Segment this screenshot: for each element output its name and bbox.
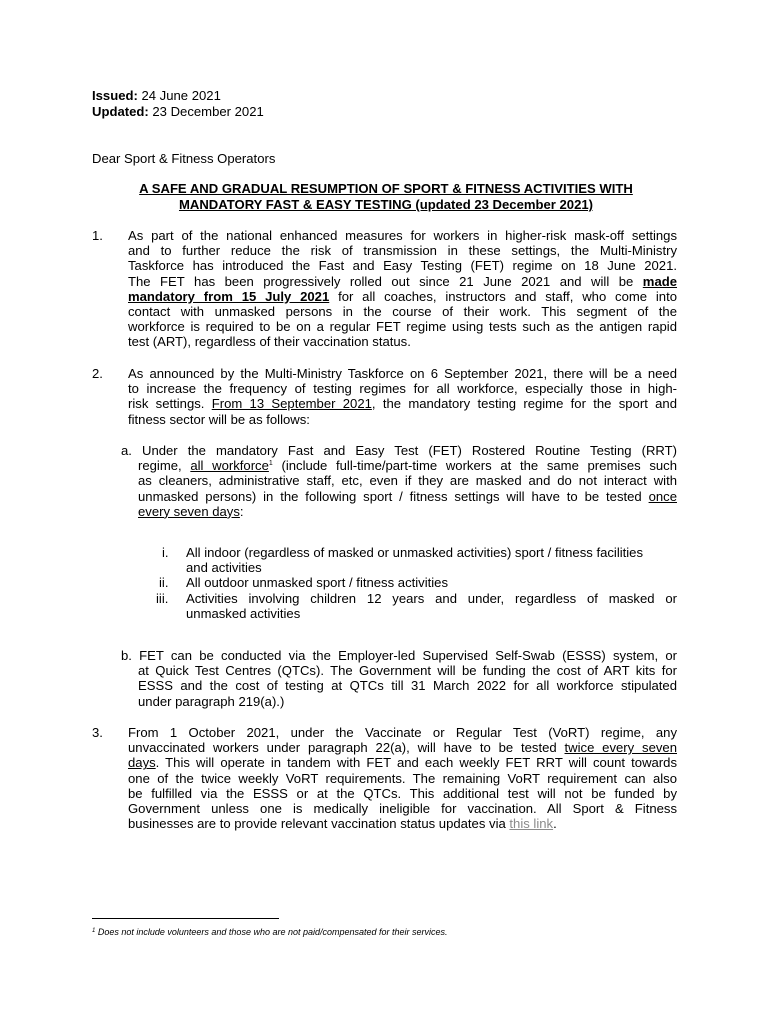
footnote-divider xyxy=(92,918,279,919)
pa-line: as cleaners, administrative staff, etc, even if they are masked and do not interact with xyxy=(138,473,677,489)
emphasis-every-seven-days: every seven days xyxy=(138,503,240,519)
document-title xyxy=(112,181,660,213)
issued-label: Issued: xyxy=(92,88,138,103)
p1-line: test (ART), regardless of their vaccination status. xyxy=(128,334,411,350)
p3-text: unvaccinated workers under paragraph 22(a), will have to be tested xyxy=(128,740,565,756)
pb-line: b. FET can be conducted via the Employer-led Supervised Self-Swab (ESSS) system, or xyxy=(121,648,677,663)
p2-text: , the mandatory testing regime for the sport and xyxy=(371,396,677,412)
subparagraph-a xyxy=(121,443,677,519)
list-item-text: and activities xyxy=(186,560,262,576)
paragraph-3-number: 3. xyxy=(92,725,103,740)
p3-line xyxy=(128,740,677,755)
emphasis-once: once xyxy=(648,488,677,504)
paragraph-2 xyxy=(128,366,677,427)
pa-line xyxy=(138,458,677,473)
paragraph-2-number: 2. xyxy=(92,366,103,381)
list-number: ii. xyxy=(159,575,169,591)
subparagraph-b xyxy=(121,648,677,709)
vaccination-status-link[interactable]: this link xyxy=(509,816,554,832)
pa-line: a. Under the mandatory Fast and Easy Test (FET) Rostered Routine Testing (RRT) xyxy=(121,443,677,458)
issued-line xyxy=(92,88,221,103)
p2-line: to increase the frequency of testing regimes for all workforce, especially those in high- xyxy=(128,381,677,397)
pa-line xyxy=(138,489,677,504)
emphasis-days: days xyxy=(128,755,156,771)
p3-line: Government unless one is medically ineligible for vaccination. All Sport & Fitness xyxy=(128,801,677,817)
updated-line xyxy=(92,104,264,119)
pa-text: regime, xyxy=(138,458,191,474)
p1-line: Taskforce has introduced the Fast and Easy Testing (FET) regime on 18 June 2021. xyxy=(128,258,677,274)
list-number: i. xyxy=(162,545,169,560)
p1-text: The FET has been progressively rolled out since 21 June 2021 and will be xyxy=(128,273,634,289)
paragraph-1 xyxy=(128,228,677,350)
p3-line: From 1 October 2021, under the Vaccinate or Regular Test (VoRT) regime, any xyxy=(128,725,677,740)
pa-text: unmasked persons) in the following sport / fitness settings will have to be tested xyxy=(138,488,649,504)
p1-line: workforce is required to be on a regular FET regime using tests such as the antigen rapid xyxy=(128,319,677,335)
title-line-1: A SAFE AND GRADUAL RESUMPTION OF SPORT & FITNESS ACTIVITIES WITH xyxy=(139,181,633,196)
pb-line: under paragraph 219(a).) xyxy=(138,693,285,709)
pb-line: ESSS and the cost of testing at QTCs till 31 March 2022 for all workforce stipulated xyxy=(138,678,677,694)
p1-line: and to further reduce the risk of transmission in these settings, the Multi-Ministry xyxy=(128,243,677,259)
emphasis-all-workforce: all workforce xyxy=(190,458,269,474)
footnote-text: Does not include volunteers and those who are not paid/compensated for their services. xyxy=(95,927,448,937)
p3-text: . xyxy=(553,816,557,832)
p1-line: As part of the national enhanced measures for workers in higher-risk mask-off settings xyxy=(128,228,677,243)
list-number: iii. xyxy=(156,590,169,606)
emphasis-twice-every-seven: twice every seven xyxy=(564,740,677,756)
emphasis-mandatory-date: mandatory from 15 July 2021 xyxy=(128,288,330,304)
p2-line xyxy=(128,396,677,411)
p3-line xyxy=(128,816,677,831)
title-line-2: MANDATORY FAST & EASY TESTING (updated 23 December 2021) xyxy=(178,196,593,212)
updated-label: Updated: xyxy=(92,104,149,119)
updated-date: 23 December 2021 xyxy=(152,104,264,119)
p3-line: be fulfilled via the ESSS or at the QTCs. This additional test will not be funded by xyxy=(128,785,677,801)
p1-line xyxy=(128,274,677,289)
pa-text: (include full-time/part-time workers at the same premises such xyxy=(272,458,677,474)
p1-text: for all coaches, instructors and staff, who come into xyxy=(329,288,678,304)
p3-line: one of the twice weekly VoRT requirements. The remaining VoRT requirement can also xyxy=(128,770,677,786)
p1-line: contact with unmasked persons in the course of their work. This segment of the xyxy=(128,304,677,320)
footnote-number: 1 xyxy=(92,928,96,934)
list-item-text: unmasked activities xyxy=(186,605,301,621)
p2-text: risk settings. xyxy=(128,396,212,412)
p2-line: As announced by the Multi-Ministry Taskforce on 6 September 2021, there will be a need xyxy=(128,366,677,381)
footnote xyxy=(92,927,448,937)
p3-text: businesses are to provide relevant vaccination status updates via xyxy=(128,816,510,832)
p2-line: fitness sector will be as follows: xyxy=(128,411,310,427)
pa-text: : xyxy=(239,503,244,519)
settings-list xyxy=(150,545,677,621)
p1-line xyxy=(128,289,677,304)
list-item-text: All outdoor unmasked sport / fitness activities xyxy=(186,575,448,591)
list-item xyxy=(150,591,677,621)
paragraph-1-number: 1. xyxy=(92,228,103,243)
list-item-text: All indoor (regardless of masked or unmasked activities) sport / fitness facilities xyxy=(186,545,644,560)
p3-text: . This will operate in tandem with FET and each weekly FET RRT will count towards xyxy=(155,755,677,771)
footnote-ref: 1 xyxy=(268,460,273,468)
list-item xyxy=(150,575,677,590)
issued-date: 24 June 2021 xyxy=(141,88,221,103)
list-item xyxy=(150,545,677,575)
p3-line xyxy=(128,755,677,770)
pb-line: at Quick Test Centres (QTCs). The Government will be funding the cost of ART kits for xyxy=(138,663,677,679)
emphasis-date: From 13 September 2021 xyxy=(211,396,372,412)
pa-line xyxy=(138,504,677,519)
salutation: Dear Sport & Fitness Operators xyxy=(92,151,276,166)
emphasis-made: made xyxy=(642,273,678,289)
paragraph-3 xyxy=(128,725,677,831)
list-item-text: Activities involving children 12 years and under, regardless of masked or xyxy=(186,590,677,606)
